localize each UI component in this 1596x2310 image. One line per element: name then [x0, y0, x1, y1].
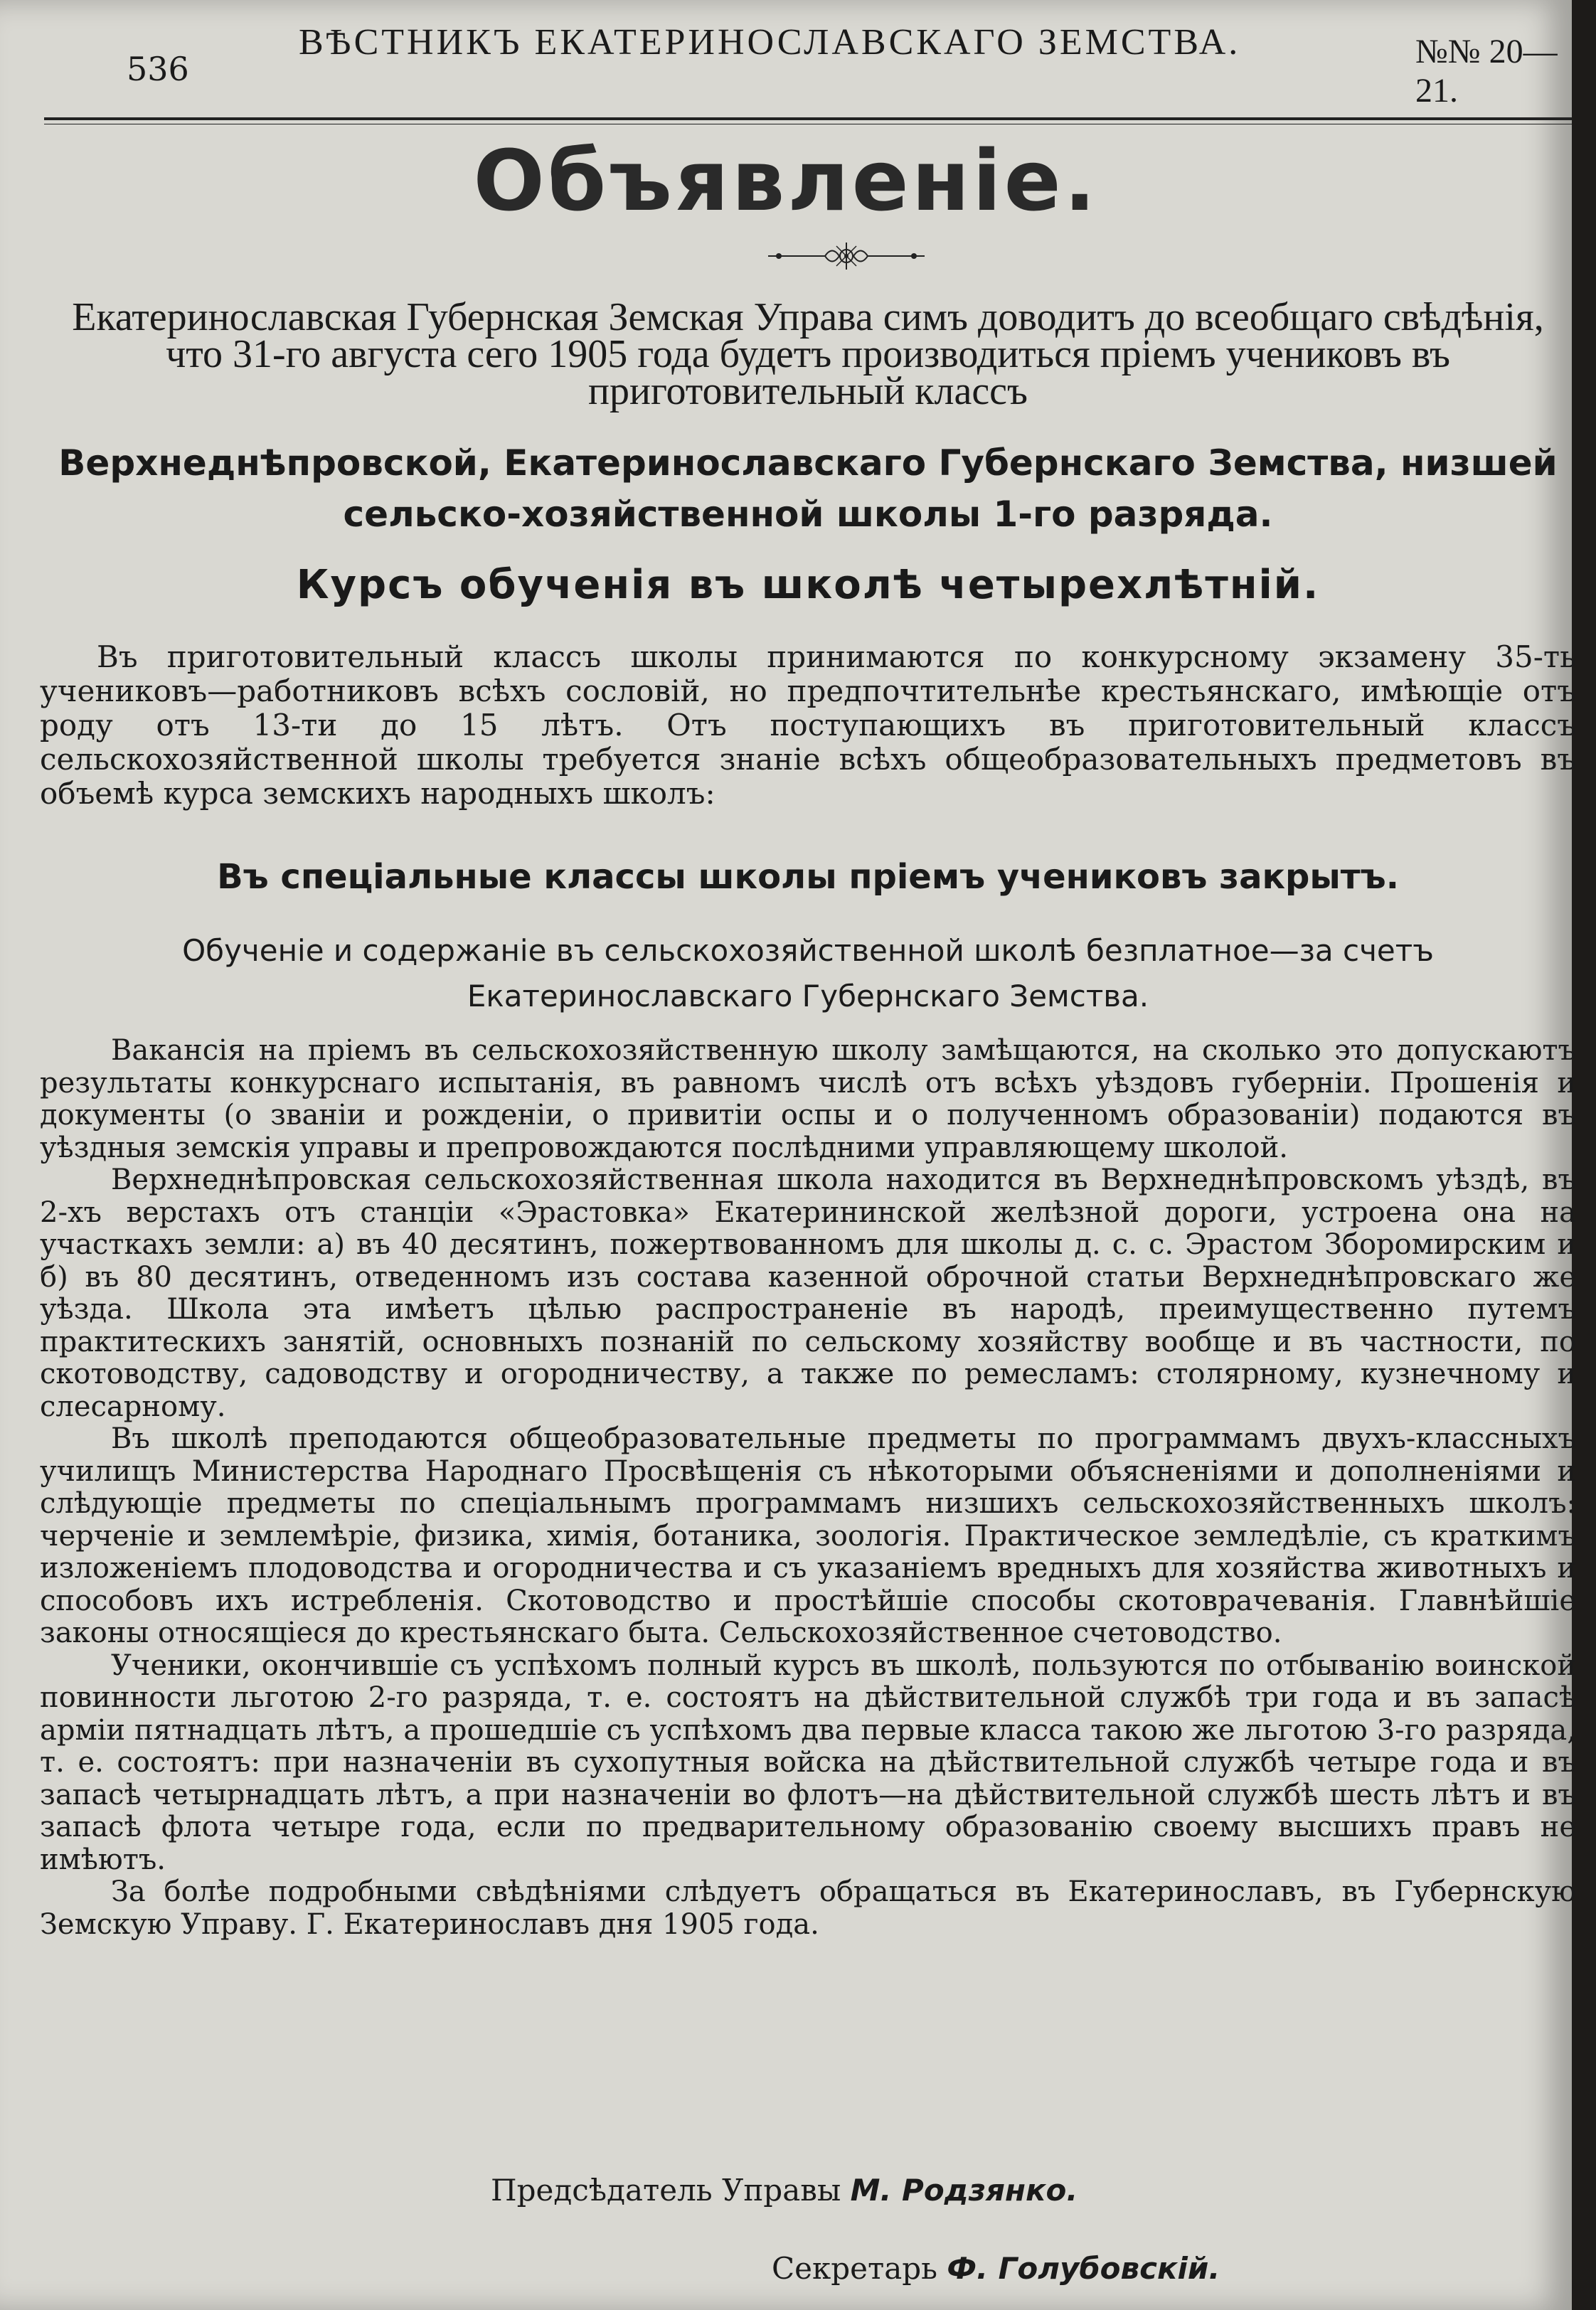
- secretary-signature-line: [772, 2251, 1220, 2286]
- paragraph-vacancies: Вакансія на пріемъ въ сельскохозяйственную школу замѣщаются, на сколько это допускаютъ результаты конкурснаго испытанія, въ равномъ числѣ отъ всѣхъ уѣздовъ губерніи. Прошенія и документы (о званіи и рожденіи, о привитіи оспы и о полученномъ образованіи) подаются въ уѣздныя земскія управы и препровождаются послѣдними управляющему школой.: [40, 1034, 1576, 1164]
- free-study-heading: Обученіе и содержаніе въ сельскохозяйственной школѣ безплатное—за счетъ Екатеринославскаго Губернскаго Земства.: [182, 933, 1434, 1013]
- school-name: Верхнеднѣпровской, Екатеринославскаго Губернскаго Земства, низшей сельско-хозяйственной школы 1-го разряда.: [58, 442, 1558, 535]
- ornament-divider-icon: [765, 238, 928, 274]
- secretary-label: Секретарь: [772, 2251, 938, 2286]
- header-rule: [44, 117, 1572, 124]
- intro-paragraph: Екатеринославская Губернская Земская Управа симъ доводитъ до всеобщаго свѣдѣнія, что 31-го августа сего 1905 года будетъ производиться пріемъ учениковъ въ приготовительный классъ: [72, 295, 1544, 413]
- page-number: 536: [127, 50, 189, 88]
- admission-paragraph: Въ приготовительный классъ школы принимаются по конкурсному экзамену 35-ть учениковъ—работниковъ всѣхъ сословій, но предпочтительнѣе крестьянскаго, имѣющіе отъ роду отъ 13-ти до 15 лѣтъ. Отъ поступающихъ въ приготовительный классъ сельскохозяйственной школы требуется знаніе всѣхъ общеобразовательныхъ предметовъ въ объемѣ курса земскихъ народныхъ школъ:: [40, 639, 1576, 811]
- chairman-label: Предсѣдатель Управы: [491, 2173, 841, 2208]
- issue-number: №№ 20—21.: [1415, 33, 1558, 110]
- course-heading: Курсъ обученія въ школѣ четырехлѣтній.: [296, 562, 1320, 608]
- running-head: [0, 0, 1572, 110]
- paragraph-contact: За болѣе подробными свѣдѣніями слѣдуетъ обращаться въ Екатеринославъ, въ Губернскую Земскую Управу. Г. Екатеринославъ дня 1905 года.: [40, 1875, 1576, 1941]
- paragraph-military-privileges: Ученики, окончившіе съ успѣхомъ полный курсъ въ школѣ, пользуются по отбыванію воинской повинности льготою 2-го разряда, т. е. состоятъ на дѣйствительной службѣ три года и въ запасѣ арміи пятнадцать лѣтъ, а прошедшіе съ успѣхомъ два первые класса такою же льготою 3-го разряда, т. е. состоятъ: при назначеніи въ сухопутныя войска на дѣйствительной службѣ четыре года и въ запасѣ четырнадцать лѣтъ, а при назначеніи во флотъ—на дѣйствительной службѣ шесть лѣтъ и въ запасѣ флота четыре года, если по предварительному образованію своему высшихъ правъ не имѣютъ.: [40, 1649, 1576, 1876]
- chairman-name: М. Родзянко.: [850, 2173, 1078, 2208]
- secretary-name: Ф. Голубовскій.: [947, 2251, 1220, 2286]
- chairman-signature-line: [491, 2173, 1078, 2208]
- admission-closed-heading: Въ спеціальные классы школы пріемъ учениковъ закрытъ.: [217, 857, 1399, 897]
- paragraph-location: Верхнеднѣпровская сельскохозяйственная школа находится въ Верхнеднѣпровскомъ уѣздѣ, въ 2-хъ верстахъ отъ станціи «Эрастовка» Екатерининской желѣзной дороги, устроена она на участкахъ земли: а) въ 40 десятинъ, пожертвованномъ для школы д. с. с. Эрастом Зборомирским и б) въ 80 десятинъ, отведенномъ изъ состава казенной оброчной статьи Верхнеднѣпровскаго же уѣзда. Школа эта имѣетъ цѣлью распространеніе въ народѣ, преимущественно путемъ практитескихъ занятій, основныхъ познаній по сельскому хозяйству вообще и въ частности, по скотоводству, садоводству и огородничеству, а также по ремесламъ: столярному, кузнечному и слесарному.: [40, 1164, 1576, 1423]
- journal-title: ВѢСТНИКЪ ЕКАТЕРИНОСЛАВСКАГО ЗЕМСТВА.: [299, 22, 1241, 63]
- body-text: [40, 1035, 1576, 1941]
- notice-title: Объявленіе.: [473, 132, 1099, 230]
- paragraph-subjects: Въ школѣ преподаются общеобразовательные предметы по программамъ двухъ-классныхъ училищъ Министерства Народнаго Просвѣщенія съ нѣкоторыми объясненіями и дополненіями и слѣдующіе предметы по спеціальнымъ программамъ низшихъ сельскохозяйственныхъ школъ: черченіе и землемѣріе, физика, химія, ботаника, зоологія. Практическое земледѣліе, съ краткимъ изложеніемъ плодоводства и огородничества и съ указаніемъ вредныхъ для хозяйства животныхъ и способовъ ихъ истребленія. Скотоводство и простѣйшіе способы скотоврачеванія. Главнѣйшіе законы относящіеся до крестьянскаго быта. Сельскохозяйственное счетоводство.: [40, 1422, 1576, 1649]
